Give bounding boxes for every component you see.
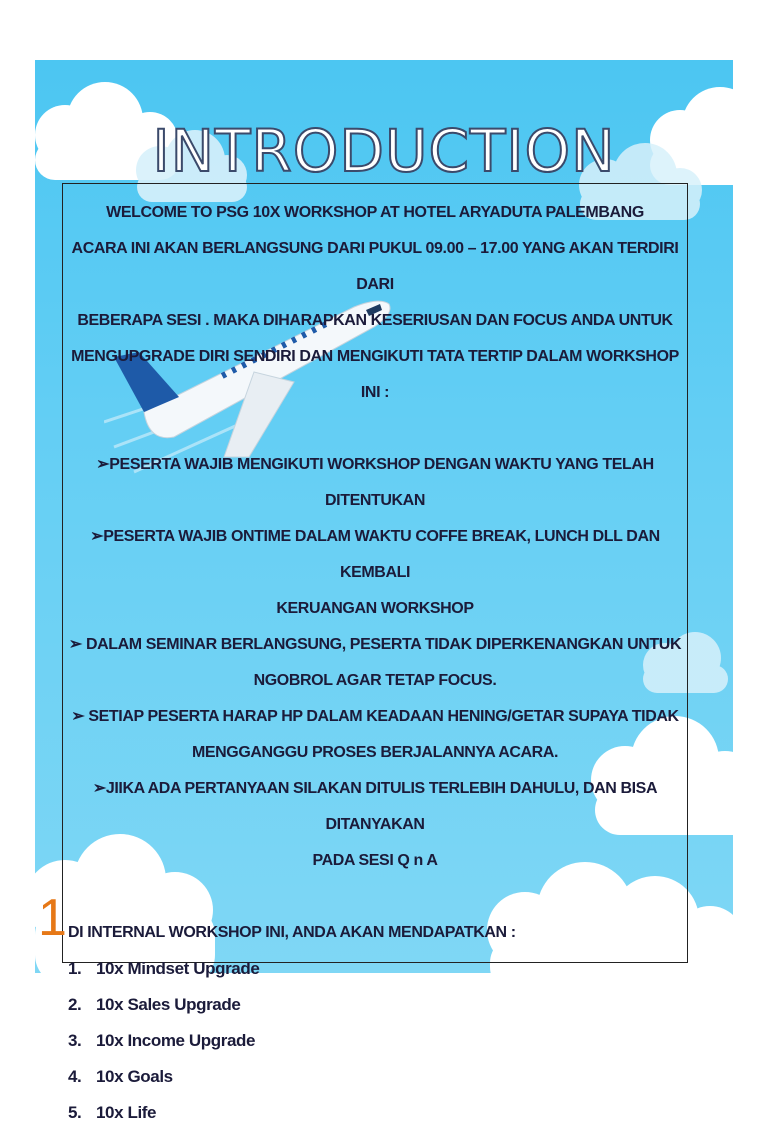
list-label: 10x Life — [96, 1103, 157, 1122]
list-number: 2. — [68, 995, 82, 1014]
intro-line: ACARA INI AKAN BERLANGSUNG DARI PUKUL 09.00 – 17.00 YANG AKAN TERDIRI DARI — [71, 240, 679, 293]
slide-title: INTRODUCTION — [152, 117, 616, 185]
list-label: 10x Mindset Upgrade — [96, 959, 260, 978]
list-label: 10x Income Upgrade — [96, 1031, 256, 1050]
rule-line: ➢PESERTA WAJIB MENGIKUTI WORKSHOP DENGAN WAKTU YANG TELAH DITENTUKAN — [96, 456, 654, 509]
rule-line: ➢JIIKA ADA PERTANYAAN SILAKAN DITULIS TERLEBIH DAHULU, DAN BISA DITANYAKAN — [92, 780, 658, 833]
slide-body — [62, 195, 688, 1131]
rule-line: PADA SESI Q n A — [312, 852, 438, 869]
benefits-heading: DI INTERNAL WORKSHOP INI, ANDA AKAN MENDAPATKAN : — [68, 924, 516, 941]
list-item — [62, 987, 688, 1023]
list-item — [62, 1023, 688, 1059]
list-number: 3. — [68, 1031, 82, 1050]
rule-line: MENGGANGGU PROSES BERJALANNYA ACARA. — [191, 744, 559, 761]
list-label: 10x Goals — [96, 1067, 173, 1086]
intro-line: BEBERAPA SESI . MAKA DIHARAPKAN KESERIUSAN DAN FOCUS ANDA UNTUK — [77, 312, 673, 329]
rule-line: ➢ SETIAP PESERTA HARAP HP DALAM KEADAAN HENING/GETAR SUPAYA TIDAK — [71, 708, 679, 725]
spacer — [62, 411, 688, 447]
rule-line: KERUANGAN WORKSHOP — [276, 600, 474, 617]
rule-line: ➢PESERTA WAJIB ONTIME DALAM WAKTU COFFE BREAK, LUNCH DLL DAN KEMBALI — [90, 528, 660, 581]
list-item — [62, 951, 688, 987]
intro-line: MENGUPGRADE DIRI SENDIRI DAN MENGIKUTI TATA TERTIP DALAM WORKSHOP INI : — [71, 348, 679, 401]
list-number: 4. — [68, 1067, 82, 1086]
list-item — [62, 1095, 688, 1131]
rule-line: NGOBROL AGAR TETAP FOCUS. — [253, 672, 497, 689]
list-number: 5. — [68, 1103, 82, 1122]
page-number: 1 — [38, 889, 67, 947]
list-label: 10x Sales Upgrade — [96, 995, 241, 1014]
list-number: 1. — [68, 959, 82, 978]
list-item — [62, 1059, 688, 1095]
benefits-list — [62, 951, 688, 1131]
rule-line: ➢ DALAM SEMINAR BERLANGSUNG, PESERTA TIDAK DIPERKENANGKAN UNTUK — [68, 636, 682, 653]
intro-line: WELCOME TO PSG 10X WORKSHOP AT HOTEL ARYADUTA PALEMBANG — [106, 204, 644, 221]
spacer — [62, 879, 688, 915]
